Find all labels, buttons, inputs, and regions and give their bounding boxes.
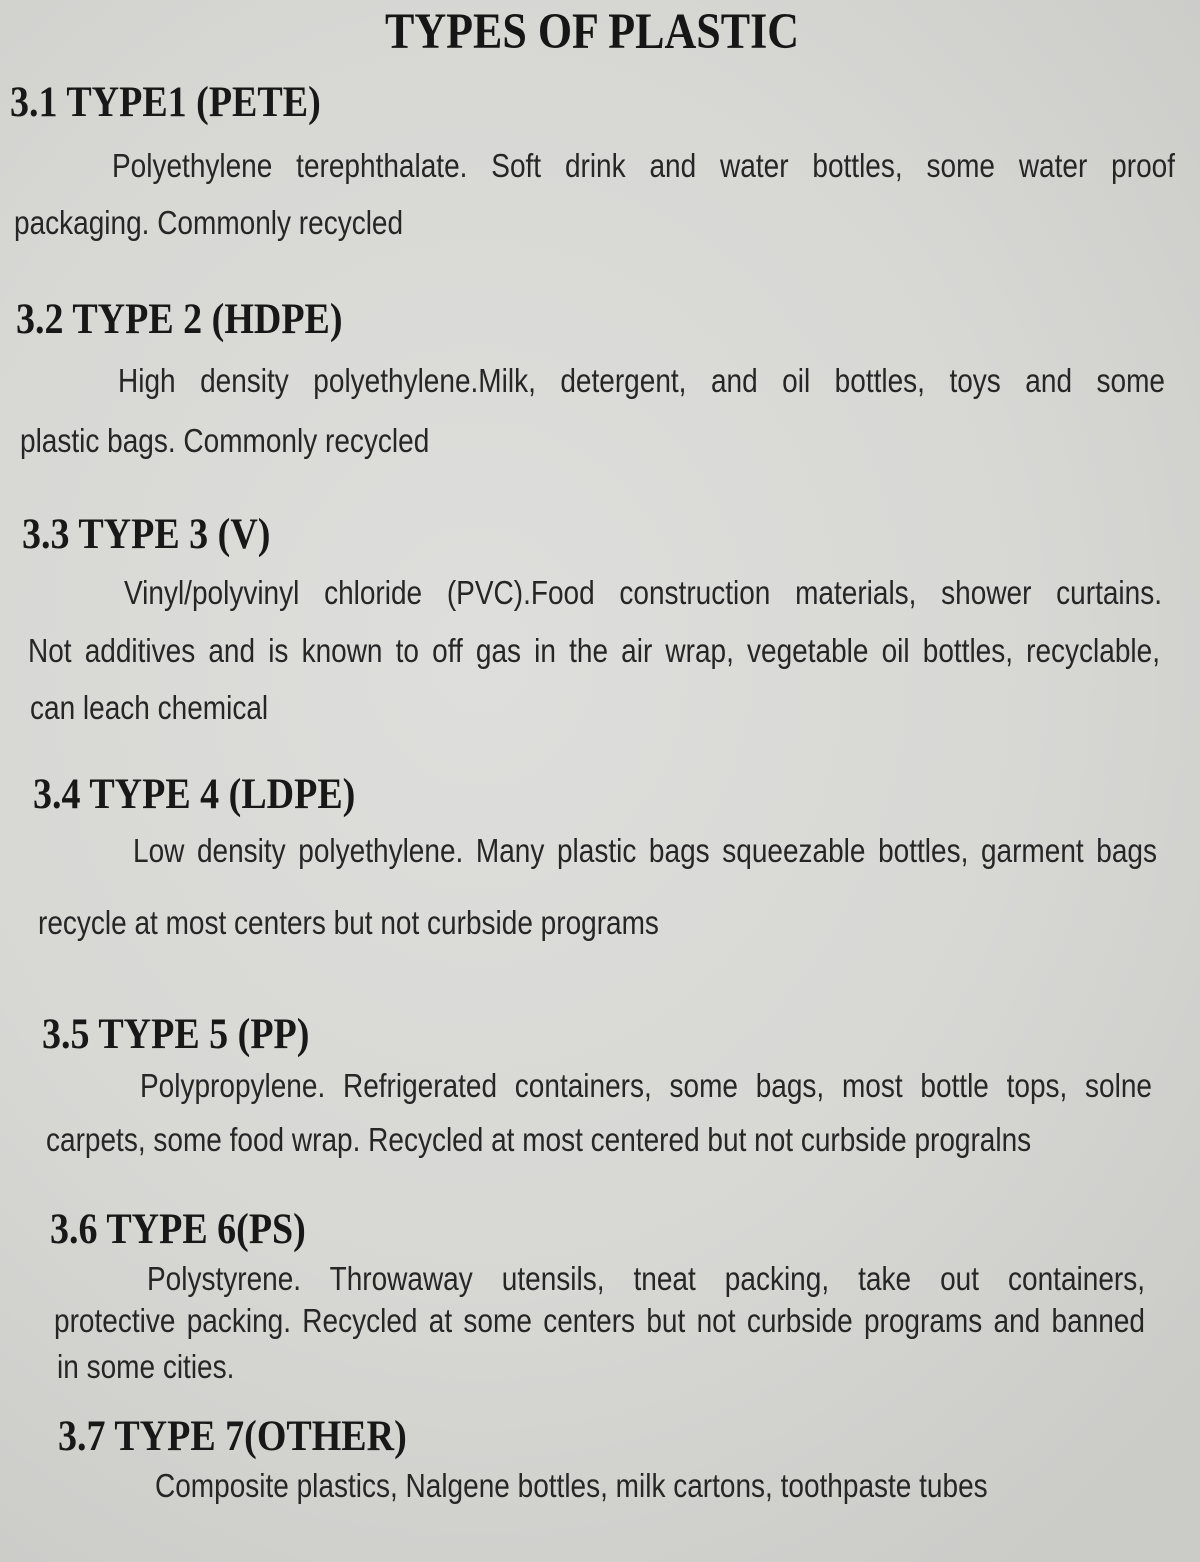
section-3-2-heading: 3.2 TYPE 2 (HDPE): [16, 294, 343, 344]
section-3-7-heading: 3.7 TYPE 7(OTHER): [58, 1411, 407, 1461]
section-3-4-text-line-1: Low density polyethylene. Many plastic bags squeezable bottles, garment bags: [133, 831, 1157, 869]
section-3-3-text-line-2: Not additives and is known to off gas in the air wrap, vegetable oil bottles, recyclable,: [28, 631, 1160, 669]
section-3-3-text-line-3: can leach chemical: [30, 688, 269, 726]
section-3-3-text-line-1: Vinyl/polyvinyl chloride (PVC).Food construction materials, shower curtains.: [124, 573, 1162, 611]
section-3-6-text-line-1: Polystyrene. Throwaway utensils, tneat packing, take out containers,: [147, 1259, 1145, 1297]
section-3-5-text-line-2: carpets, some food wrap. Recycled at most centered but not curbside progralns: [46, 1120, 1032, 1158]
section-3-3-heading: 3.3 TYPE 3 (V): [22, 509, 271, 559]
section-3-5-heading: 3.5 TYPE 5 (PP): [42, 1009, 310, 1059]
section-3-4-heading: 3.4 TYPE 4 (LDPE): [33, 769, 356, 819]
section-3-2-text-line-2: plastic bags. Commonly recycled: [20, 421, 430, 459]
section-3-6-heading: 3.6 TYPE 6(PS): [50, 1204, 306, 1254]
section-3-4-text-line-2: recycle at most centers but not curbside programs: [38, 903, 659, 941]
section-3-6-text-line-3: in some cities.: [57, 1347, 235, 1385]
section-3-6-text-line-2: protective packing. Recycled at some centers but not curbside programs and banned: [54, 1301, 1145, 1339]
section-3-7-text-line-1: Composite plastics, Nalgene bottles, milk cartons, toothpaste tubes: [155, 1466, 988, 1504]
section-3-5-text-line-1: Polypropylene. Refrigerated containers, some bags, most bottle tops, solne: [140, 1066, 1152, 1104]
section-3-1-heading: 3.1 TYPE1 (PETE): [10, 77, 321, 127]
section-3-1-text-line-1: Polyethylene terephthalate. Soft drink and water bottles, some water proof: [112, 146, 1175, 184]
section-3-1-text-line-2: packaging. Commonly recycled: [14, 203, 404, 241]
section-3-2-text-line-1: High density polyethylene.Milk, detergent, and oil bottles, toys and some: [118, 361, 1165, 399]
page-title: TYPES OF PLASTIC: [385, 3, 800, 60]
